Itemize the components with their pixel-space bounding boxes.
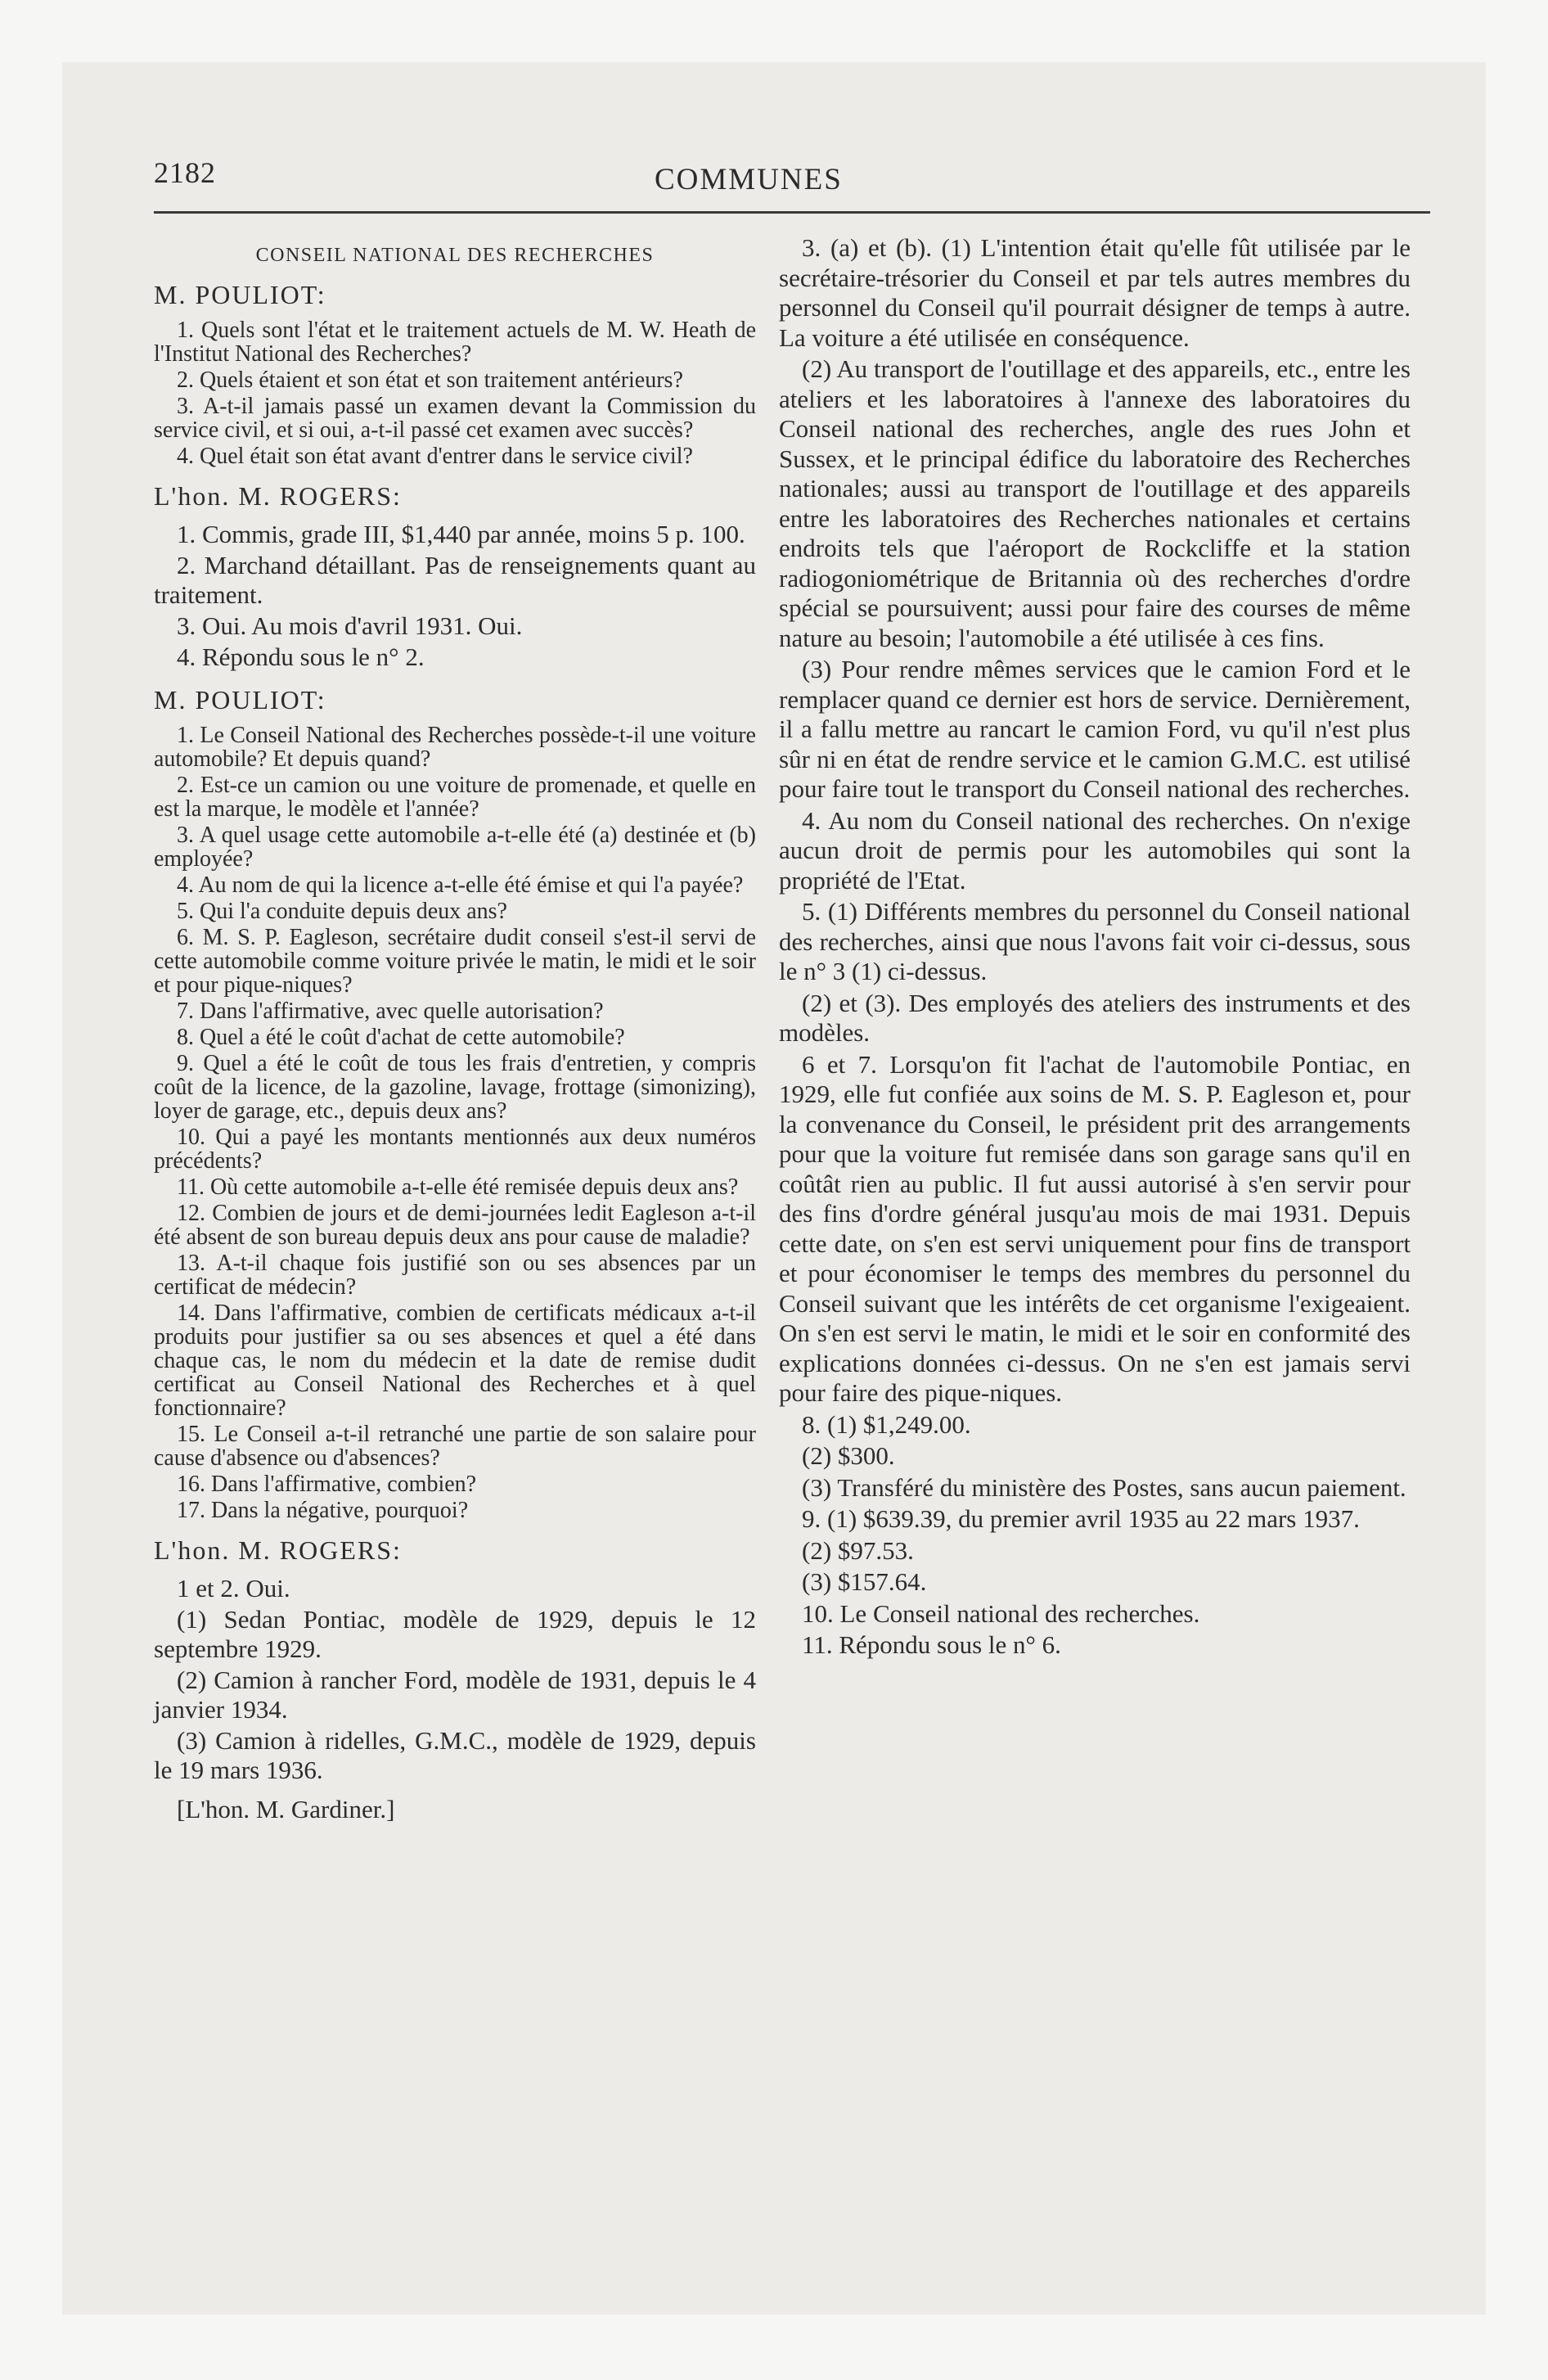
answer-item: 1. Commis, grade III, $1,440 par année, moins 5 p. 100. xyxy=(177,520,745,548)
question-item: 2. Quels étaient et son état et son traitement antérieurs? xyxy=(177,367,683,393)
page-number: 2182 xyxy=(154,156,216,189)
question-item: 14. Dans l'affirmative, combien de certificats médicaux a-t-il produits pour justifier sa ou ses absences et quel a été dans chaque cas, le nom du médecin et la date de remise dudit certificat au Conseil National des Recherches et à quel fonctionnaire? xyxy=(154,1300,756,1421)
running-head: COMMUNES xyxy=(655,163,843,196)
reply-paragraph: (2) et (3). Des employés des ateliers des instruments et des modèles. xyxy=(779,988,1411,1047)
right-paragraphs xyxy=(779,233,1411,1661)
question-item: 7. Dans l'affirmative, avec quelle autorisation? xyxy=(177,998,604,1024)
header-rule xyxy=(154,211,1430,214)
speaker-name: M. POULIOT: xyxy=(154,685,326,714)
question-item: 13. A-t-il chaque fois justifié son ou ses absences par un certificat de médecin? xyxy=(154,1251,756,1300)
question-item: 3. A quel usage cette automobile a-t-elle été (a) destinée et (b) employée? xyxy=(154,823,756,872)
reply-paragraph: (2) Au transport de l'outillage et des appareils, etc., entre les ateliers et les laboratoires à l'annexe des laboratoires du Conseil national des recherches, angle des rues John et Sussex, et le principal édifice du laboratoire des Recherches nationales; aussi au transport de l'outillage et des appareils entre les laboratoires des Recherches nationales et certains endroits tels que l'aéroport de Rockcliffe et la station radiogoniométrique de Britannia où des recherches d'ordre spécial se poursuivent; aussi pour faire des courses de même nature au besoin; l'automobile a été utilisée à ces fins. xyxy=(779,354,1411,652)
reply-paragraph: (3) $157.64. xyxy=(802,1567,927,1596)
question-item: 10. Qui a payé les montants mentionnés aux deux numéros précédents? xyxy=(154,1125,756,1174)
answer-item: 2. Marchand détaillant. Pas de renseignements quant au traitement. xyxy=(154,551,756,609)
answer-item: (3) Camion à ridelles, G.M.C., modèle de 1929, depuis le 19 mars 1936. xyxy=(154,1726,756,1784)
answer-item: (1) Sedan Pontiac, modèle de 1929, depuis le 12 septembre 1929. xyxy=(154,1605,756,1663)
reply-paragraph: 4. Au nom du Conseil national des recherches. On n'exige aucun droit de permis pour les automobiles qui sont la propriété de l'Etat. xyxy=(779,805,1411,895)
question-item: 16. Dans l'affirmative, combien? xyxy=(177,1472,477,1497)
question-item: 11. Où cette automobile a-t-elle été remisée depuis deux ans? xyxy=(177,1174,739,1200)
left-column xyxy=(154,233,756,1824)
question-item: 4. Quel était son état avant d'entrer dans le service civil? xyxy=(177,444,693,469)
attribution: [L'hon. M. Gardiner.] xyxy=(177,1795,395,1823)
answer-item: 4. Répondu sous le n° 2. xyxy=(177,642,425,671)
reply-paragraph: (2) $300. xyxy=(802,1441,895,1470)
question-item: 2. Est-ce un camion ou une voiture de promenade, et quelle en est la marque, le modèle et l'année? xyxy=(154,773,756,822)
reply-paragraph: 6 et 7. Lorsqu'on fit l'achat de l'automobile Pontiac, en 1929, elle fut confiée aux soins de M. S. P. Eagleson et, pour la convenance du Conseil, le président prit des arrangements pour que la voiture fut remisée dans son garage sans qu'il en coûtât rien au public. Il fut aussi autorisé à s'en servir pour des fins d'ordre général jusqu'au mois de mai 1931. Depuis cette date, on s'en est servi uniquement pour fins de transport et pour économiser le temps des membres du personnel du Conseil suivant que les intérêts de cet organisme l'exigeaient. On s'en est servi le matin, le midi et le soir en conformité des explications données ci-dessus. On ne s'en est jamais servi pour faire des pique-niques. xyxy=(779,1049,1411,1407)
speaker-name: L'hon. M. ROGERS: xyxy=(154,1535,402,1565)
answer-item: 1 et 2. Oui. xyxy=(177,1574,290,1602)
reply-paragraph: 11. Répondu sous le n° 6. xyxy=(802,1630,1061,1659)
question-item: 9. Quel a été le coût de tous les frais d'entretien, y compris coût de la licence, de la gazoline, lavage, frottage (simonizing), loyer de garage, etc., depuis deux ans? xyxy=(154,1051,756,1124)
question-item: 5. Qui l'a conduite depuis deux ans? xyxy=(177,899,507,924)
answer-item: (2) Camion à rancher Ford, modèle de 1931, depuis le 4 janvier 1934. xyxy=(154,1666,756,1724)
question-item: 17. Dans la négative, pourquoi? xyxy=(177,1498,469,1523)
question-item: 1. Quels sont l'état et le traitement actuels de M. W. Heath de l'Institut National des Recherches? xyxy=(154,318,756,367)
question-item: 12. Combien de jours et de demi-journées ledit Eagleson a-t-il été absent de son bureau depuis deux ans pour cause de maladie? xyxy=(154,1201,756,1250)
question-item: 1. Le Conseil National des Recherches possède-t-il une voiture automobile? Et depuis quand? xyxy=(154,723,756,772)
right-column xyxy=(779,233,1411,1662)
speaker-name: M. POULIOT: xyxy=(154,280,326,309)
reply-paragraph: (3) Transféré du ministère des Postes, sans aucun paiement. xyxy=(802,1472,1406,1502)
reply-paragraph: 8. (1) $1,249.00. xyxy=(802,1409,971,1439)
question-item: 8. Quel a été le coût d'achat de cette automobile? xyxy=(177,1025,625,1050)
question-item: 3. A-t-il jamais passé un examen devant la Commission du service civil, et si oui, a-t-il passé cet examen avec succès? xyxy=(154,394,756,443)
reply-paragraph: 10. Le Conseil national des recherches. xyxy=(802,1598,1200,1628)
reply-paragraph: (2) $97.53. xyxy=(802,1535,914,1565)
reply-paragraph: (3) Pour rendre mêmes services que le camion Ford et le remplacer quand ce dernier est hors de service. Dernièrement, il a fallu mettre au rancart le camion Ford, vu qu'il n'est plus sûr ni en état de rendre service et le camion G.M.C. est utilisé pour faire tout le transport du Conseil national des recherches. xyxy=(779,655,1411,803)
question-item: 4. Au nom de qui la licence a-t-elle été émise et qui l'a payée? xyxy=(177,872,744,898)
reply-paragraph: 3. (a) et (b). (1) L'intention était qu'elle fût utilisée par le secrétaire-trésorier du Conseil et par tels autres membres du personnel du Conseil qu'il pourrait désigner de temps à autre. La voiture a été utilisée en conséquence. xyxy=(779,233,1411,352)
reply-paragraph: 5. (1) Différents membres du personnel du Conseil national des recherches, ainsi que nous l'avons fait voir ci-dessus, sous le n° 3 (1) ci-dessus. xyxy=(779,897,1411,985)
left-blocks xyxy=(154,280,756,1785)
question-item: 15. Le Conseil a-t-il retranché une partie de son salaire pour cause d'absence ou d'absences? xyxy=(154,1422,756,1471)
section-title: CONSEIL NATIONAL DES RECHERCHES xyxy=(255,245,655,266)
question-item: 6. M. S. P. Eagleson, secrétaire dudit conseil s'est-il servi de cette automobile comme voiture privée le matin, le midi et le soir et pour pique-niques? xyxy=(154,925,756,998)
speaker-name: L'hon. M. ROGERS: xyxy=(154,481,402,511)
reply-paragraph: 9. (1) $639.39, du premier avril 1935 au 22 mars 1937. xyxy=(802,1504,1360,1533)
answer-item: 3. Oui. Au mois d'avril 1931. Oui. xyxy=(177,611,523,640)
